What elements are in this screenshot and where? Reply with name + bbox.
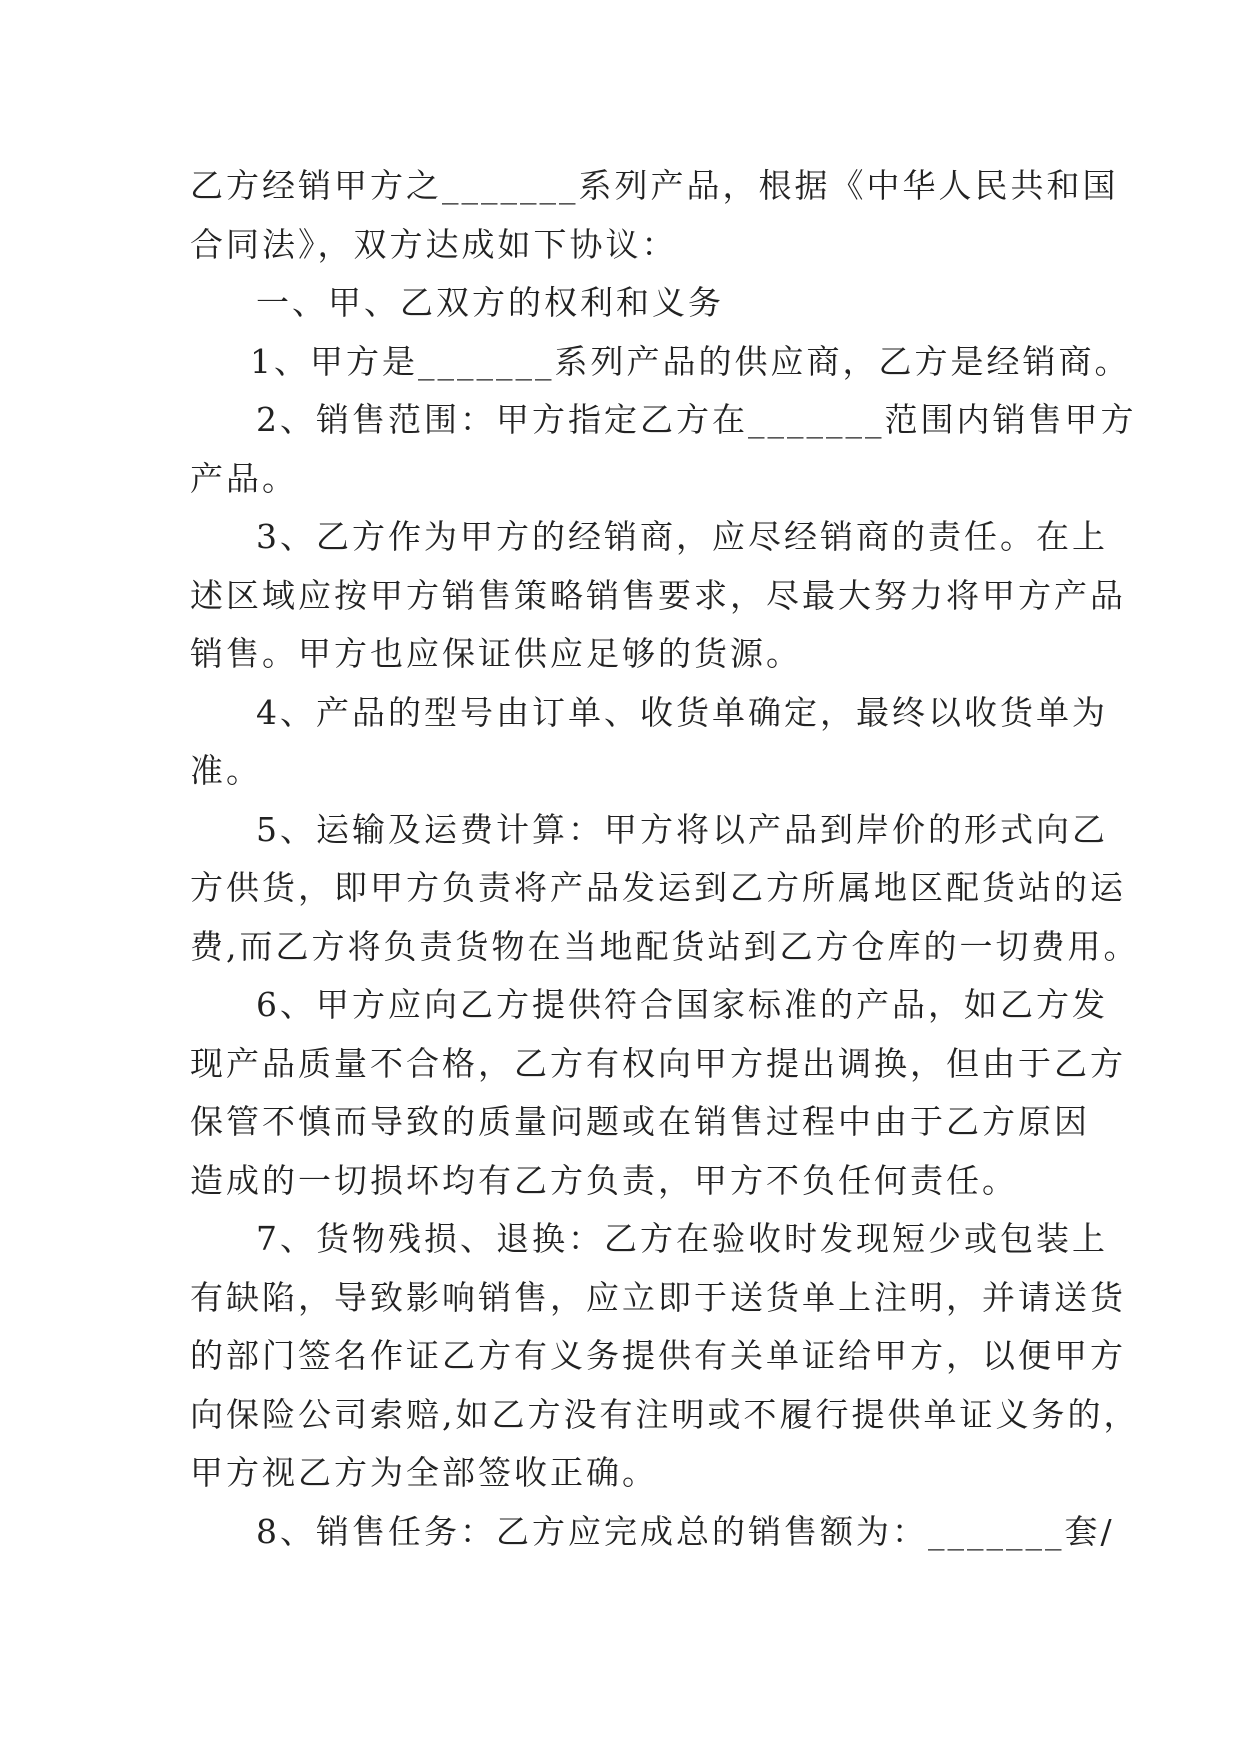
clause-8: 8、销售任务：乙方应完成总的销售额为：_______套/	[256, 1511, 1115, 1551]
text-line: 销售。甲方也应保证供应足够的货源。	[190, 634, 802, 673]
clause-7: 7、货物残损、退换：乙方在验收时发现短少或包装上	[256, 1219, 1108, 1258]
text-line: 保管不慎而导致的质量问题或在销售过程中由于乙方原因	[190, 1102, 1090, 1141]
clause-1: 1、甲方是_______系列产品的供应商，乙方是经销商。	[250, 341, 1131, 381]
text-line: 现产品质量不合格，乙方有权向甲方提出调换，但由于乙方	[190, 1043, 1126, 1083]
text-line: 述区域应按甲方销售策略销售要求，尽最大努力将甲方产品	[190, 575, 1126, 615]
contract-body	[190, 157, 1140, 1561]
clause-5: 5、运输及运费计算：甲方将以产品到岸价的形式向乙	[256, 809, 1108, 849]
text-line: 向保险公司索赔,如乙方没有注明或不履行提供单证义务的，	[190, 1394, 1140, 1434]
clause-4: 4、产品的型号由订单、收货单确定，最终以收货单为	[256, 692, 1108, 732]
text-line: 有缺陷，导致影响销售，应立即于送货单上注明，并请送货	[190, 1277, 1126, 1317]
text-line: 甲方视乙方为全部签收正确。	[190, 1453, 658, 1492]
text-line: 准。	[190, 751, 262, 790]
text-line: 乙方经销甲方之_______系列产品，根据《中华人民共和国	[190, 166, 1119, 205]
text-line: 的部门签名作证乙方有义务提供有关单证给甲方，以便甲方	[190, 1336, 1126, 1375]
text-line: 费,而乙方将负责货物在当地配货站到乙方仓库的一切费用。	[190, 926, 1140, 966]
clause-6: 6、甲方应向乙方提供符合国家标准的产品，如乙方发	[256, 985, 1108, 1024]
clause-3: 3、乙方作为甲方的经销商，应尽经销商的责任。在上	[256, 517, 1108, 556]
text-line: 产品。	[190, 458, 298, 498]
text-line: 合同法》，双方达成如下协议：	[190, 224, 678, 264]
section-heading: 一、甲、乙双方的权利和义务	[256, 283, 724, 322]
text-line: 方供货，即甲方负责将产品发运到乙方所属地区配货站的运	[190, 868, 1126, 907]
text-line: 造成的一切损坏均有乙方负责，甲方不负任何责任。	[190, 1160, 1018, 1200]
clause-2: 2、销售范围：甲方指定乙方在_______范围内销售甲方	[256, 400, 1137, 439]
